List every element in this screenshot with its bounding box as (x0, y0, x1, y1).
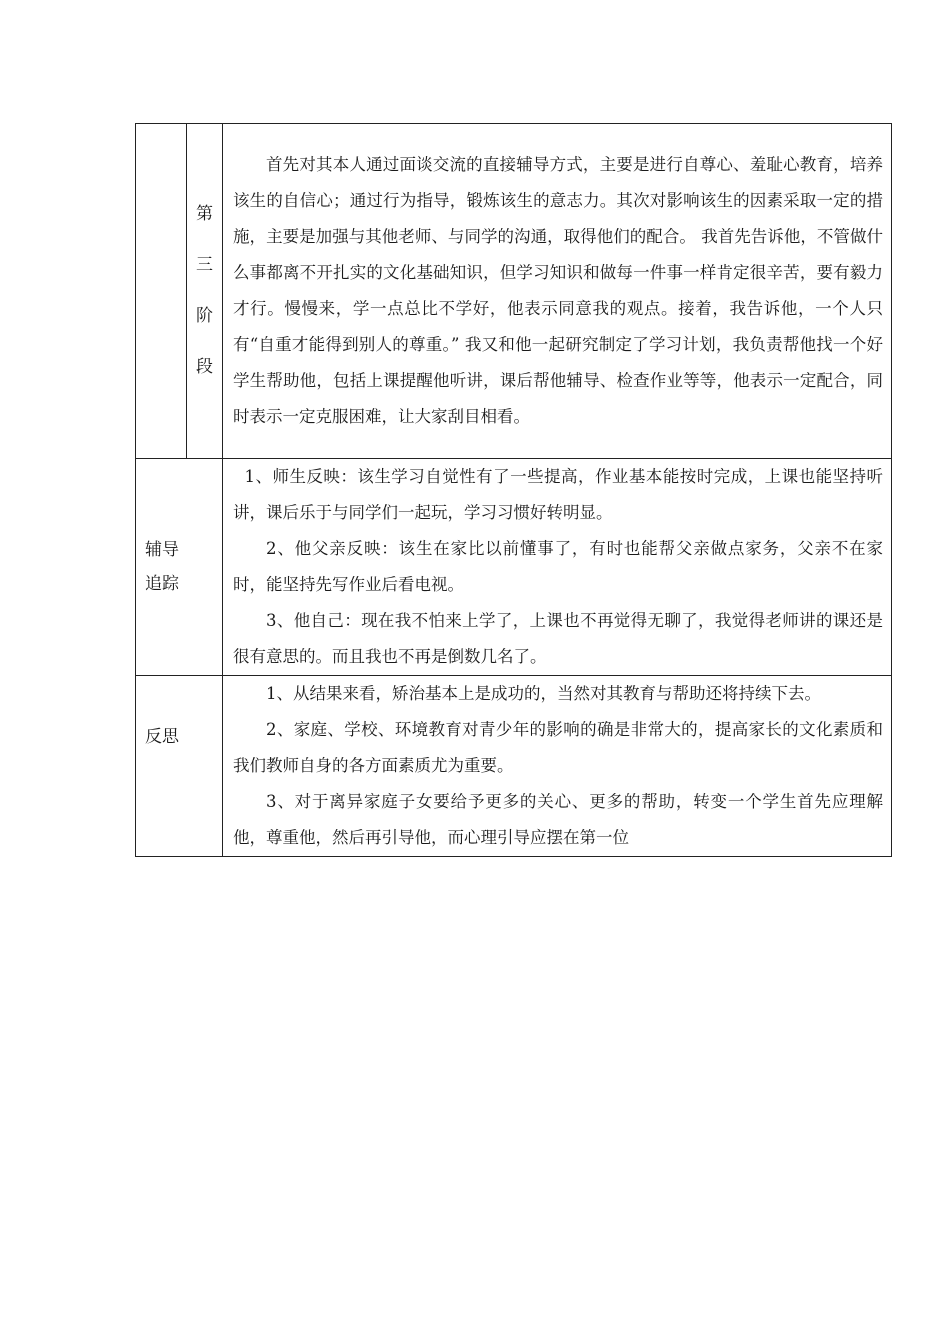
stage-three-row (136, 124, 892, 459)
tracking-row (136, 459, 892, 676)
tracking-paragraph-2: 2、他父亲反映：该生在家比以前懂事了，有时也能帮父亲做点家务，父亲不在家时，能坚持先写作业后看电视。 (233, 539, 883, 594)
stage-label-char: 阶 (196, 306, 213, 326)
reflection-paragraph-3: 3、对于离异家庭子女要给予更多的关心、更多的帮助，转变一个学生首先应理解他，尊重他，然后再引导他，而心理引导应摆在第一位 (233, 792, 883, 847)
tracking-paragraph-3: 3、他自己：现在我不怕来上学了，上课也不再觉得无聊了，我觉得老师讲的课还是很有意思的。而且我也不再是倒数几名了。 (233, 611, 883, 666)
tracking-content (223, 459, 892, 676)
tracking-paragraph-1: 1、师生反映：该生学习自觉性有了一些提高，作业基本能按时完成，上课也能坚持听讲，课后乐于与同学们一起玩，学习习惯好转明显。 (233, 467, 883, 522)
tracking-label-cell (136, 459, 223, 676)
stage-label-char: 三 (196, 255, 213, 275)
reflection-label: 反思 (145, 727, 179, 747)
stage-label-cell (187, 124, 223, 459)
stage-three-content (223, 124, 892, 459)
reflection-content (223, 676, 892, 857)
stage-label-char: 第 (196, 204, 213, 224)
reflection-row (136, 676, 892, 857)
blank-category-cell (136, 124, 187, 459)
reflection-label-cell (136, 676, 223, 857)
counseling-record-table (135, 123, 892, 857)
reflection-paragraph-1: 1、从结果来看，矫治基本上是成功的，当然对其教育与帮助还将持续下去。 (266, 684, 821, 703)
reflection-paragraph-2: 2、家庭、学校、环境教育对青少年的影响的确是非常大的，提高家长的文化素质和我们教师自身的各方面素质尤为重要。 (233, 720, 883, 775)
tracking-label-line2: 追踪 (145, 574, 179, 594)
stage-three-text: 首先对其本人通过面谈交流的直接辅导方式，主要是进行自尊心、羞耻心教育，培养该生的自信心；通过行为指导，锻炼该生的意志力。其次对影响该生的因素采取一定的措施，主要是加强与其他老师、与同学的沟通，取得他们的配合。 我首先告诉他，不管做什么事都离不开扎实的文化基础知识，但学习知识和做每一件事一样肯定很辛苦，要有毅力才行。慢慢来，学一点总比不学好，他表示同意我的观点。接着，我告诉他，一个人只有“自重才能得到别人的尊重。” 我又和他一起研究制定了学习计划，我负责帮他找一个好学生帮助他，包括上课提醒他听讲，课后帮他辅导、检查作业等等，他表示一定配合，同时表示一定克服困难，让大家刮目相看。 (233, 155, 883, 426)
stage-label-char: 段 (196, 357, 213, 377)
tracking-label-line1: 辅导 (145, 540, 179, 560)
